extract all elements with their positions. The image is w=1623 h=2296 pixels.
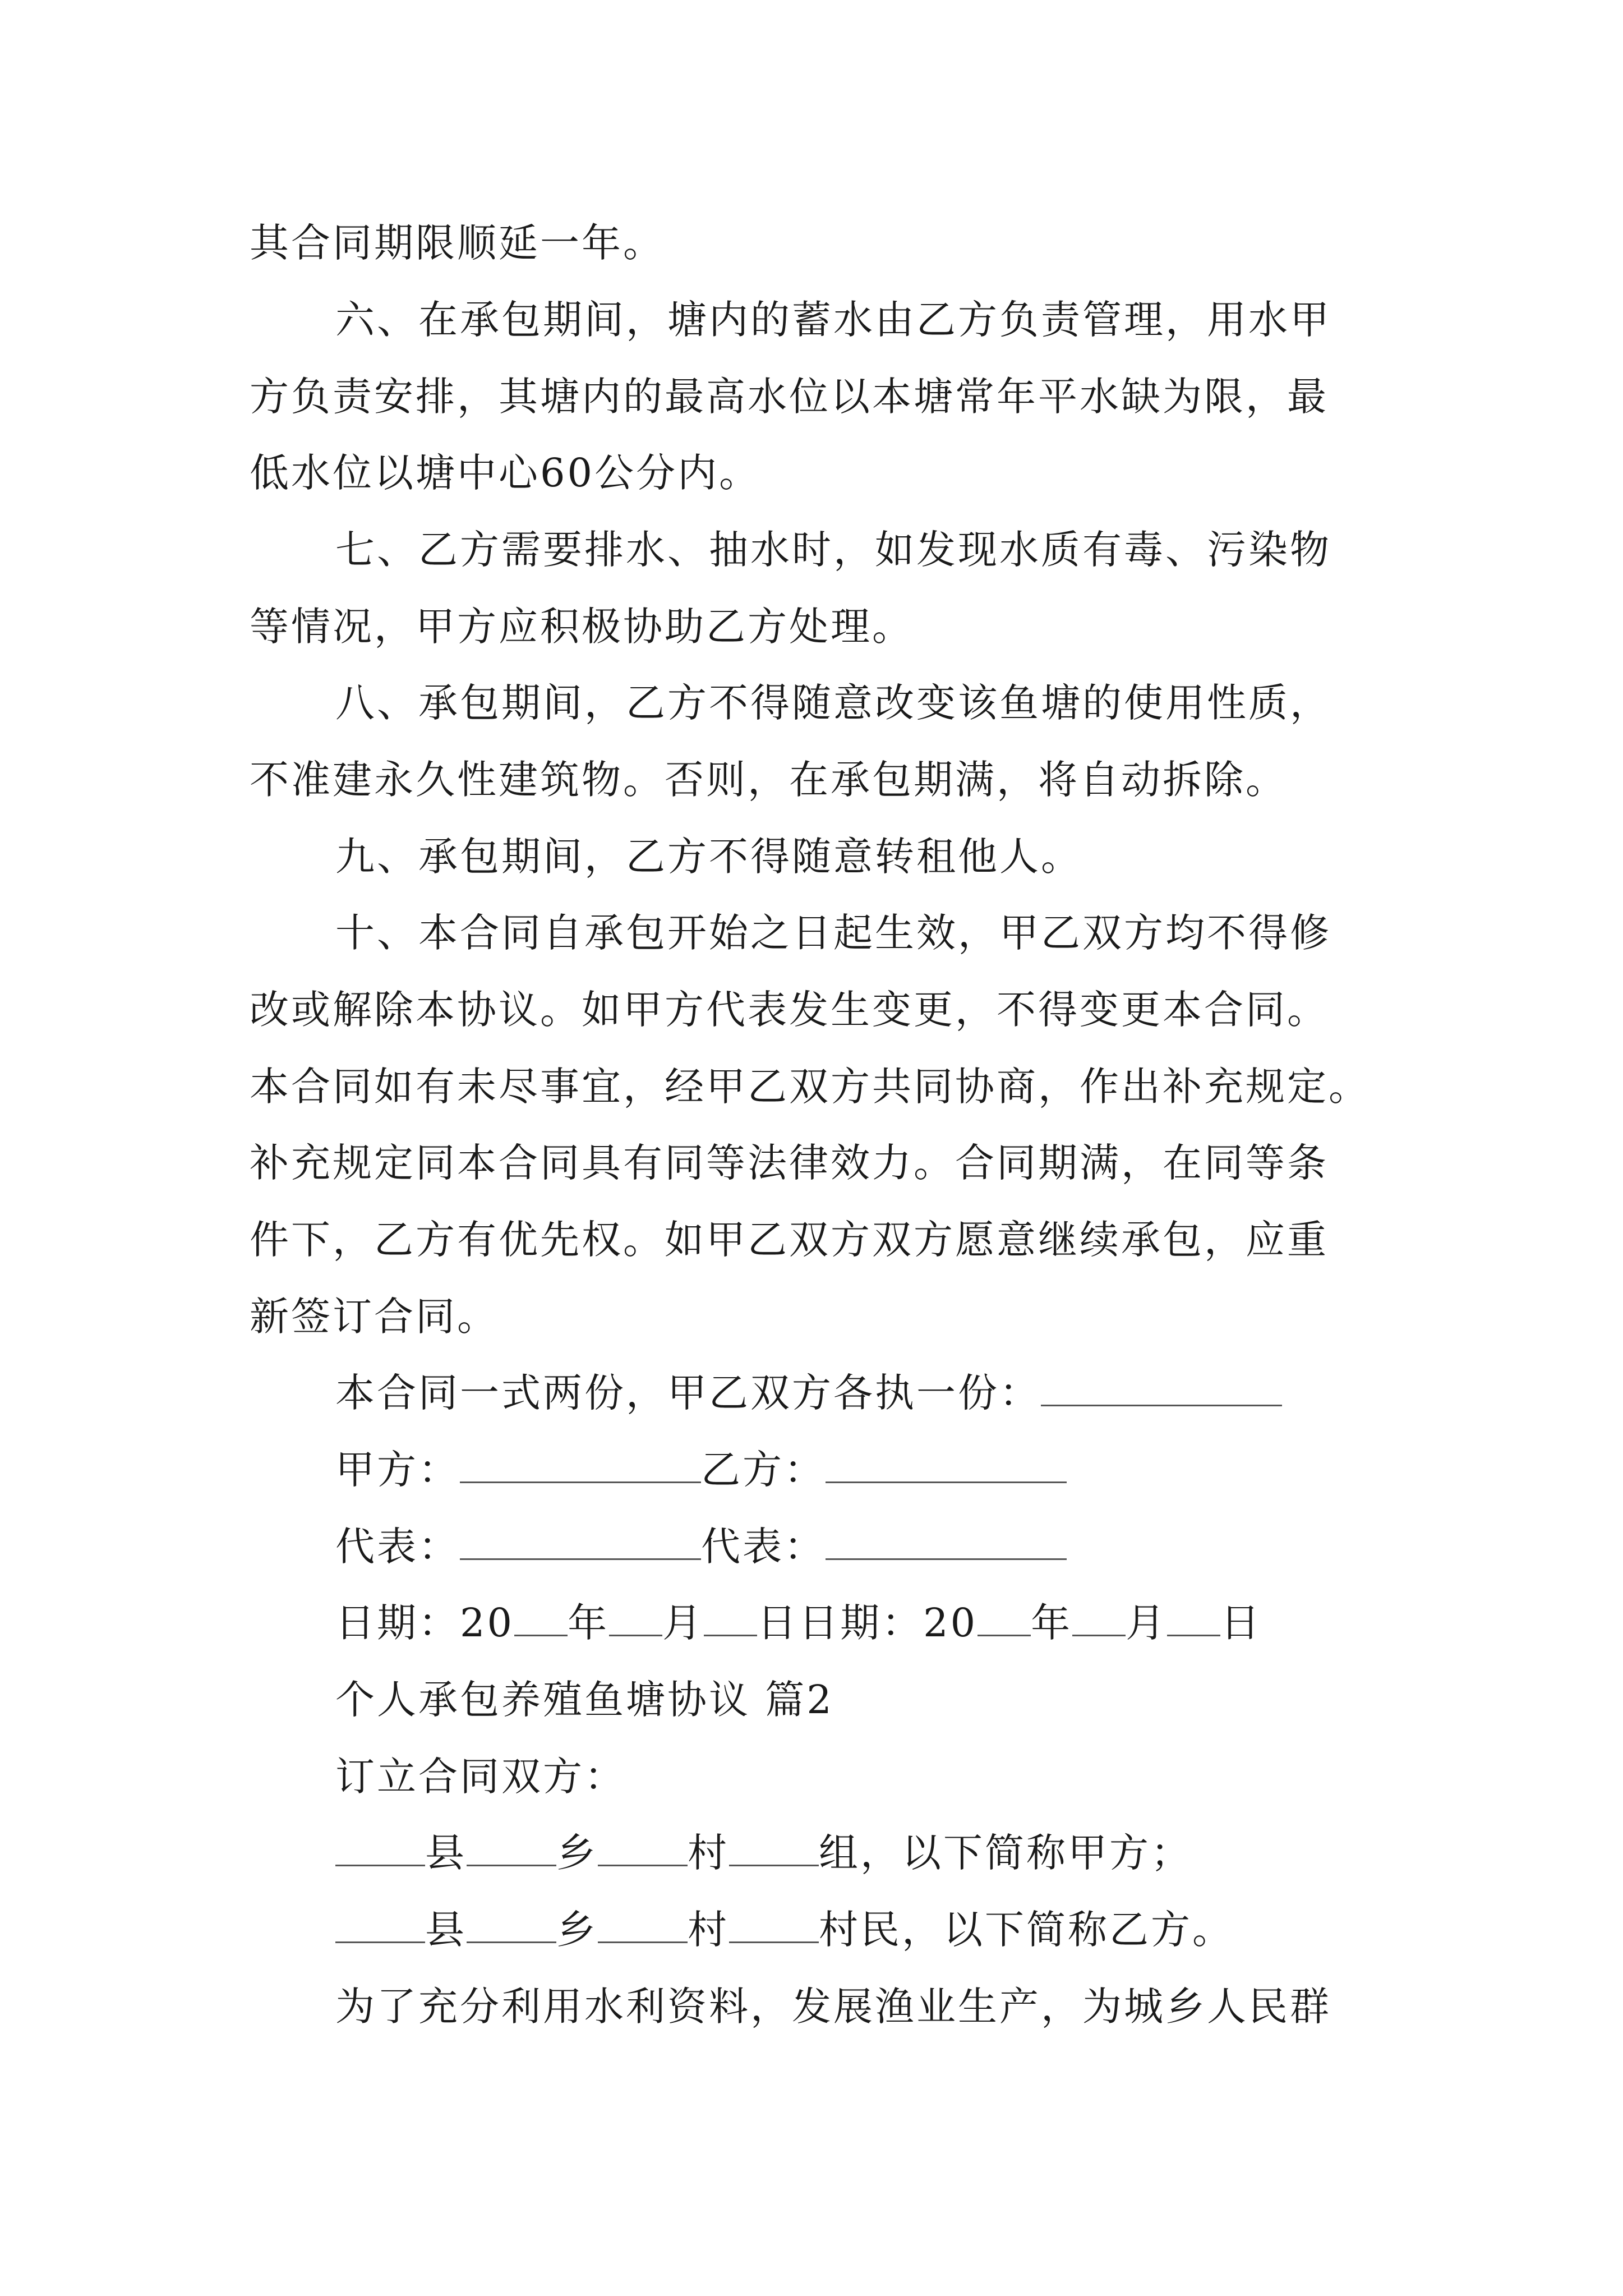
paragraph-line: 新签订合同。 xyxy=(250,1294,499,1340)
party-a-label: 甲方： xyxy=(335,1447,460,1493)
paragraph-line: 补充规定同本合同具有同等法律效力。合同期满，在同等条 xyxy=(250,1140,1329,1186)
paragraph-line: 为了充分利用水利资料，发展渔业生产，为城乡人民群 xyxy=(335,1984,1331,2030)
township-blank-2 xyxy=(467,1912,556,1943)
township-char: 乡 xyxy=(556,1830,598,1876)
date-line xyxy=(335,1600,1485,1646)
paragraph-line: 九、承包期间，乙方不得随意转租他人。 xyxy=(335,834,1082,880)
year-char-2: 年 xyxy=(1031,1600,1073,1646)
paragraph-line: 本合同如有未尽事宜，经甲乙双方共同协商，作出补充规定。 xyxy=(250,1064,1370,1110)
month-blank xyxy=(609,1605,662,1636)
year-blank xyxy=(514,1605,568,1636)
paragraph-line: 改或解除本协议。如甲方代表发生变更，不得变更本合同。 xyxy=(250,987,1329,1033)
party-a-line-end: 组，以下简称甲方； xyxy=(819,1830,1192,1876)
county-blank-2 xyxy=(335,1912,425,1943)
paragraph-line: 件下，乙方有优先权。如甲乙双方双方愿意继续承包，应重 xyxy=(250,1217,1329,1263)
township-char-2: 乡 xyxy=(556,1907,598,1953)
date-mid: 日日期：20 xyxy=(757,1600,978,1646)
paragraph-line: 方负责安排，其塘内的最高水位以本塘常年平水缺为限，最 xyxy=(250,374,1329,420)
paragraph-line: 六、在承包期间，塘内的蓄水由乙方负责管理，用水甲 xyxy=(335,297,1331,343)
copies-label: 本合同一式两份，甲乙双方各执一份： xyxy=(335,1370,1041,1416)
paragraph-line: 十、本合同自承包开始之日起生效，甲乙双方均不得修 xyxy=(335,910,1331,956)
day-char-2: 日 xyxy=(1220,1600,1262,1646)
party-a-blank xyxy=(460,1452,701,1483)
party-b-label: 乙方： xyxy=(701,1447,826,1493)
rep-b-blank xyxy=(826,1529,1067,1560)
month-char: 月 xyxy=(662,1600,704,1646)
month-char-2: 月 xyxy=(1126,1600,1168,1646)
rep-a-blank xyxy=(460,1529,701,1560)
paragraph-line: 七、乙方需要排水、抽水时，如发现水质有毒、污染物 xyxy=(335,527,1331,573)
paragraph-line: 八、承包期间，乙方不得随意改变该鱼塘的使用性质， xyxy=(335,680,1331,726)
date-prefix: 日期：20 xyxy=(335,1600,515,1646)
section-title: 个人承包养殖鱼塘协议 篇2 xyxy=(335,1677,834,1723)
village-char: 村 xyxy=(688,1830,729,1876)
representative-line xyxy=(335,1524,1485,1570)
paragraph-line: 不准建永久性建筑物。否则，在承包期满，将自动拆除。 xyxy=(250,757,1287,803)
copies-blank xyxy=(1041,1375,1282,1406)
village-blank xyxy=(598,1835,688,1866)
year-char: 年 xyxy=(568,1600,610,1646)
party-signature-line xyxy=(335,1447,1485,1493)
paragraph-line: 其合同期限顺延一年。 xyxy=(250,220,665,266)
year-blank-2 xyxy=(978,1605,1031,1636)
county-blank xyxy=(335,1835,425,1866)
township-blank xyxy=(467,1835,556,1866)
month-blank-2 xyxy=(1072,1605,1126,1636)
parties-label: 订立合同双方： xyxy=(335,1754,626,1800)
day-blank xyxy=(704,1605,757,1636)
party-b-blank xyxy=(826,1452,1067,1483)
party-b-line-end: 村民，以下简称乙方。 xyxy=(819,1907,1234,1953)
county-char: 县 xyxy=(425,1830,467,1876)
rep-a-label: 代表： xyxy=(335,1524,460,1570)
villager-blank xyxy=(729,1912,819,1943)
paragraph-line: 等情况，甲方应积极协助乙方处理。 xyxy=(250,604,914,650)
party-a-address-line xyxy=(335,1830,1485,1876)
party-b-address-line xyxy=(335,1907,1485,1953)
copies-line xyxy=(335,1370,1485,1416)
rep-b-label: 代表： xyxy=(701,1524,826,1570)
village-char-2: 村 xyxy=(688,1907,729,1953)
paragraph-line: 低水位以塘中心60公分内。 xyxy=(250,450,761,496)
county-char-2: 县 xyxy=(425,1907,467,1953)
day-blank-2 xyxy=(1167,1605,1220,1636)
village-blank-2 xyxy=(598,1912,688,1943)
group-blank xyxy=(729,1835,819,1866)
